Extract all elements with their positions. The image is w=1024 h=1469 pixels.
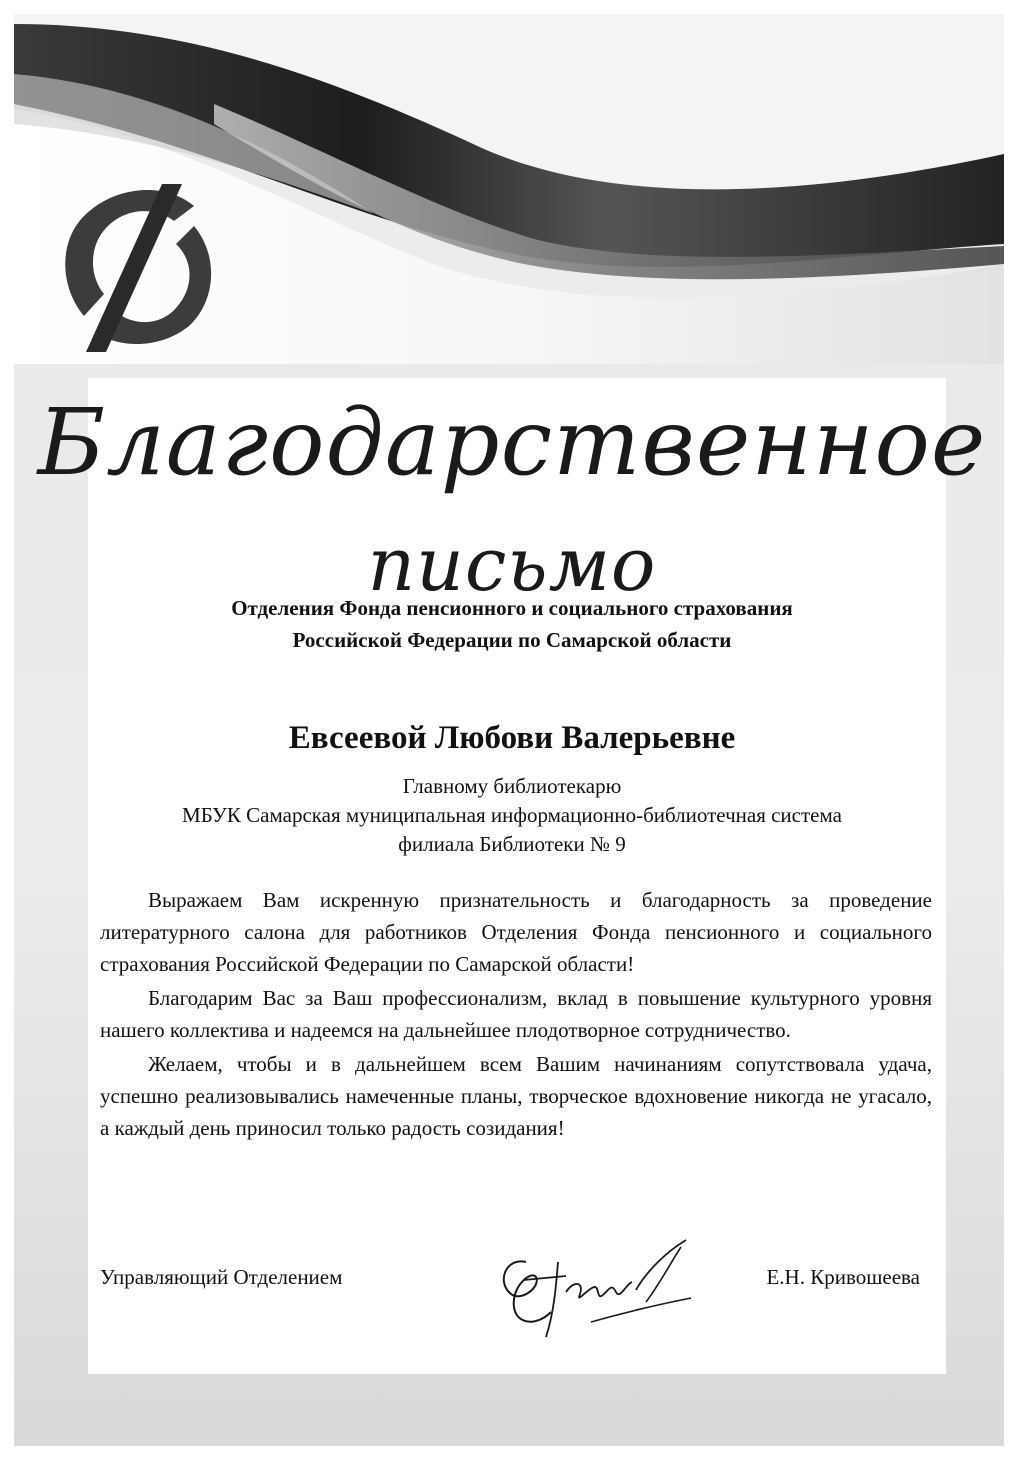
sfr-logo-icon [44,176,234,356]
certificate-title-line-1: Благодарственное [37,389,987,496]
body-paragraph-2: Благодарим Вас за Ваш профессионализм, вклад в повышение культурного уровня нашего коллектива и надеемся на дальнейшее плодотворное сотрудничество. [100,986,932,1042]
body-paragraph-3: Желаем, чтобы и в дальнейшем всем Вашим начинаниям сопутствовала удача, успешно реализовывались намеченные планы, творческое вдохновение никогда не угасало, а каждый день приносил только радость созидания! [100,1052,932,1140]
organization-line-1: Отделения Фонда пенсионного и социального страхования [231,596,793,620]
handwritten-signature [496,1232,696,1342]
signatory-name: Е.Н. Кривошеева [766,1265,920,1289]
letter-body [100,884,932,1146]
recipient-position-block [0,772,1024,859]
position-line-1: Главному библиотекарю [402,774,622,798]
signatory-title: Управляющий Отделением [100,1265,343,1289]
position-line-2: МБУК Самарская муниципальная информационно-библиотечная система [182,803,842,827]
position-line-3: филиала Библиотеки № 9 [398,832,626,856]
recipient-name: Евсеевой Любови Валерьевне [288,720,736,756]
organization-line-2: Российской Федерации по Самарской области [292,628,732,652]
body-paragraph-1: Выражаем Вам искренную признательность и благодарность за проведение литературного салона для работников Отделения Фонда пенсионного и социального страхования Российской Федерации по Самарской области! [100,888,932,976]
certificate-title-line-2: письмо [367,522,657,608]
organization-block [0,592,1024,656]
